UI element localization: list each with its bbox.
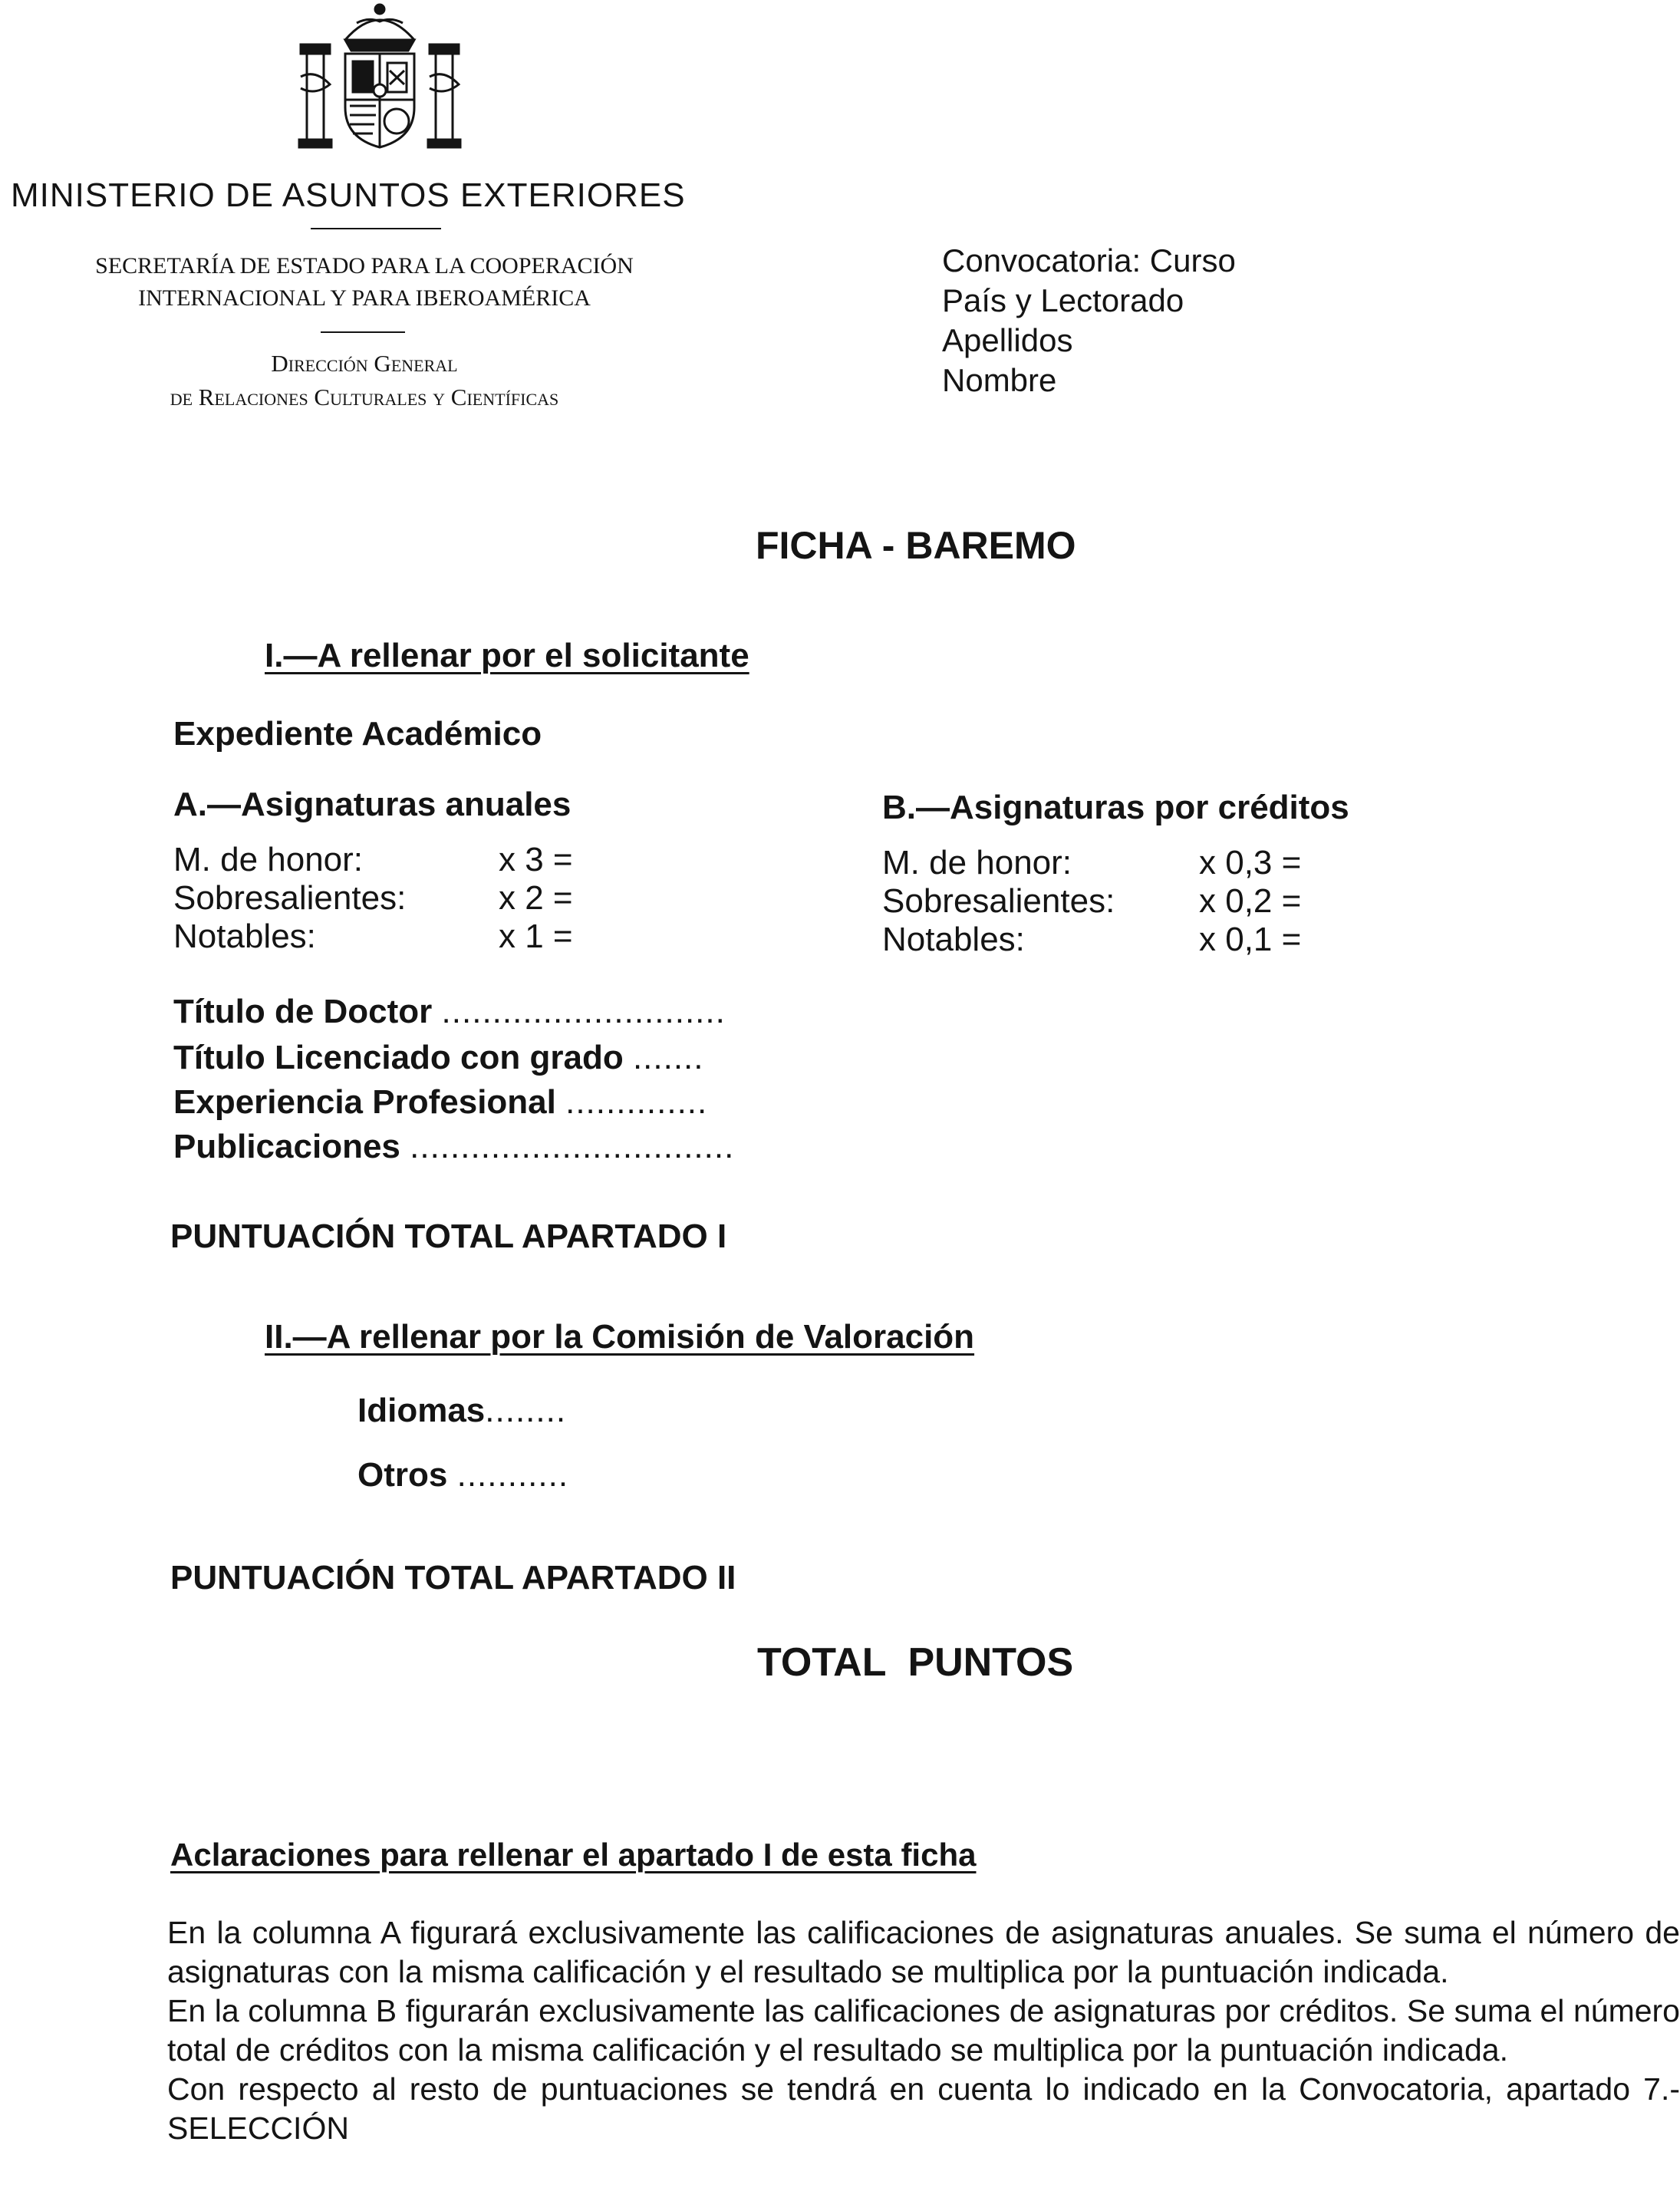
col-a-row-notables: Notables: <box>173 918 316 955</box>
expediente-heading: Expediente Académico <box>173 715 542 753</box>
aclaracion-paragraph-3: Con respecto al resto de puntuaciones se tendrá en cuenta lo indicado en la Convocatoria, apartado 7.- SELECCIÓN <box>167 2071 1680 2146</box>
col-b-heading: B.—Asignaturas por créditos <box>882 789 1349 826</box>
field-pais-lectorado: País y Lectorado <box>942 282 1184 318</box>
item-experiencia-profesional: Experiencia Profesional .............. <box>173 1083 708 1121</box>
field-nombre: Nombre <box>942 362 1057 398</box>
aclaraciones-body <box>167 1913 1680 2148</box>
item-otros: Otros ........... <box>357 1456 569 1494</box>
form-title: FICHA - BAREMO <box>756 524 1076 567</box>
col-a-heading: A.—Asignaturas anuales <box>173 786 572 823</box>
total-puntos: TOTAL PUNTOS <box>757 1640 1074 1685</box>
field-convocatoria: Convocatoria: Curso <box>942 242 1236 278</box>
col-a-row-sobresalientes: Sobresalientes: <box>173 879 407 917</box>
field-apellidos: Apellidos <box>942 322 1073 358</box>
applicant-fields <box>942 241 1236 400</box>
section-2-heading: II.—A rellenar por la Comisión de Valoración <box>265 1318 975 1356</box>
col-a-factor-honor: x 3 = <box>499 841 573 878</box>
secretaria-line-2: INTERNACIONAL Y PARA IBEROAMÉRICA <box>138 285 591 311</box>
aclaracion-paragraph-1: En la columna A figurará exclusivamente las calificaciones de asignaturas anuales. Se suma el número de asignaturas con la misma calificación y el resultado se multiplica por la puntuación indicada. <box>167 1915 1680 1989</box>
col-a-factor-notables: x 1 = <box>499 918 573 955</box>
item-titulo-doctor: Título de Doctor ............................ <box>173 993 726 1030</box>
direccion-line-1: Dirección General <box>271 350 458 377</box>
item-titulo-licenciado: Título Licenciado con grado ....... <box>173 1039 704 1076</box>
aclaracion-paragraph-2: En la columna B figurarán exclusivamente las calificaciones de asignaturas por créditos. Se suma el número total de créditos con la misma calificación y el resultado se multiplica por la puntuación indicada. <box>167 1993 1680 2068</box>
ministry-name: MINISTERIO DE ASUNTOS EXTERIORES <box>11 176 686 214</box>
col-b-factor-notables: x 0,1 = <box>1199 921 1302 958</box>
col-b-row-sobresalientes: Sobresalientes: <box>882 882 1115 920</box>
col-b-factor-honor: x 0,3 = <box>1199 844 1302 881</box>
direccion-line-2: de Relaciones Culturales y Científicas <box>170 384 559 410</box>
col-b-row-honor: M. de honor: <box>882 844 1072 881</box>
col-b-factor-sobresalientes: x 0,2 = <box>1199 882 1302 920</box>
section-2-total: PUNTUACIÓN TOTAL APARTADO II <box>170 1559 736 1596</box>
col-a-factor-sobresalientes: x 2 = <box>499 879 573 917</box>
section-1-total: PUNTUACIÓN TOTAL APARTADO I <box>170 1218 727 1255</box>
item-idiomas: Idiomas........ <box>357 1392 567 1429</box>
secretaria-rule <box>321 331 405 333</box>
coat-of-arms-emblem <box>292 0 468 153</box>
col-b-row-notables: Notables: <box>882 921 1025 958</box>
item-publicaciones: Publicaciones ................................ <box>173 1128 735 1165</box>
section-1-heading: I.—A rellenar por el solicitante <box>265 637 749 674</box>
aclaraciones-heading: Aclaraciones para rellenar el apartado I de esta ficha <box>170 1837 977 1873</box>
secretaria-block <box>38 250 690 315</box>
direccion-block <box>38 347 690 414</box>
ministry-rule <box>311 228 441 229</box>
secretaria-line-1: SECRETARÍA DE ESTADO PARA LA COOPERACIÓN <box>95 253 634 278</box>
col-a-row-honor: M. de honor: <box>173 841 364 878</box>
